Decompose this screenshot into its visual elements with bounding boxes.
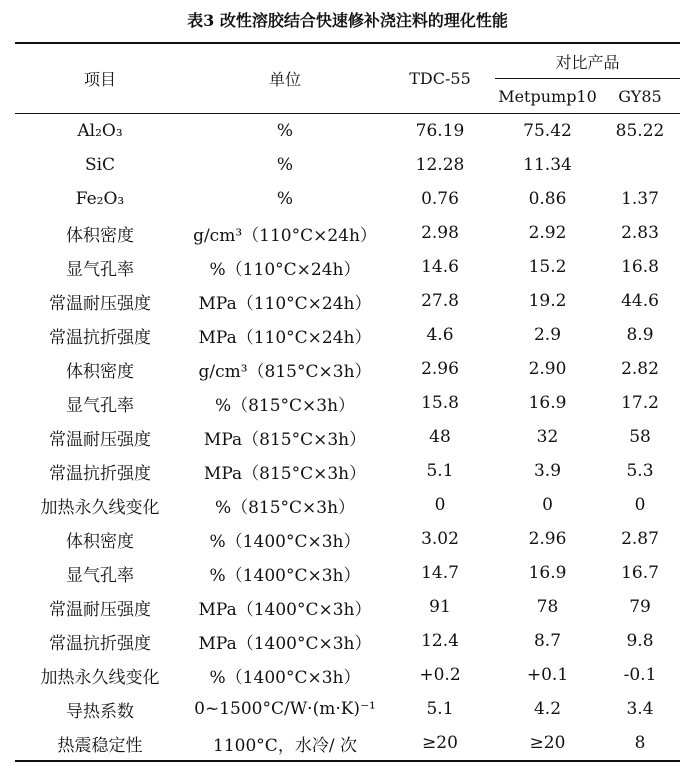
cell-item: 常温耐压强度 [49,293,151,314]
cell-metpump: 16.9 [528,563,567,583]
cell-unit: 1100°C，水冷/ 次 [185,726,385,761]
table-row [15,624,680,658]
cell-tdc: 76.19 [415,121,465,141]
cell-gy: 44.6 [621,291,659,311]
cell-tdc: 2.96 [421,359,459,379]
cell-metpump: 11.34 [523,155,572,175]
cell-unit: % [276,121,294,141]
table-row [15,658,680,692]
cell-metpump: 32 [536,427,559,447]
cell-gy: 3.4 [626,699,654,719]
table-row [15,352,680,386]
cell-metpump: 2.9 [533,325,562,345]
cell-unit: %（1400°C×3h） [209,531,361,552]
table-row [15,726,680,761]
header-row-1 [15,43,680,79]
cell-metpump: ≥20 [495,726,600,761]
table-row [15,284,680,318]
cell-tdc: 14.7 [421,563,459,583]
properties-table [15,42,680,762]
cell-gy: 9.8 [626,631,654,651]
cell-tdc: ≥20 [385,726,495,761]
cell-unit: g/cm³（815°C×3h） [198,361,372,382]
cell-metpump: 78 [536,597,559,617]
cell-item: 导热系数 [66,701,134,722]
cell-tdc: 5.1 [426,699,454,719]
cell-unit: %（110°C×24h） [209,259,361,280]
cell-metpump: 3.9 [533,461,562,481]
cell-gy: 1.37 [621,189,659,209]
table-row [15,148,680,182]
table-row [15,318,680,352]
table-row [15,522,680,556]
cell-tdc: 0.76 [421,189,459,209]
table-row [15,488,680,522]
cell-tdc: 12.4 [421,631,459,651]
cell-metpump: 0 [542,495,553,515]
cell-metpump: 4.2 [533,699,562,719]
cell-unit: MPa（110°C×24h） [198,293,372,314]
cell-tdc: 15.8 [421,393,459,413]
cell-unit: 0~1500°C/W·(m·K)⁻¹ [194,699,376,719]
table-row [15,114,680,149]
table-row [15,386,680,420]
cell-item: SiC [84,155,116,175]
cell-unit: MPa（110°C×24h） [198,327,372,348]
table-row [15,250,680,284]
cell-metpump: 0.86 [528,189,567,209]
cell-gy: 5.3 [626,461,654,481]
cell-unit: MPa（1400°C×3h） [198,599,372,620]
cell-tdc: 2.98 [421,223,459,243]
cell-gy: -0.1 [623,665,657,685]
cell-unit: % [276,189,294,209]
cell-metpump: 19.2 [528,291,567,311]
cell-unit: % [276,155,294,175]
cell-tdc: 91 [429,597,451,617]
header-tdc: TDC-55 [385,43,495,114]
cell-tdc: +0.2 [419,665,461,685]
table-row [15,590,680,624]
cell-tdc: 0 [434,495,446,515]
cell-item: 常温抗折强度 [49,327,151,348]
cell-unit: %（1400°C×3h） [209,667,361,688]
cell-gy: 0 [634,495,646,515]
cell-metpump: 2.90 [528,359,567,379]
cell-tdc: 12.28 [415,155,465,175]
cell-tdc: 3.02 [421,529,459,549]
table-row [15,182,680,216]
cell-tdc: 4.6 [426,325,454,345]
cell-item: 常温抗折强度 [49,463,151,484]
cell-item: 体积密度 [66,531,134,552]
cell-metpump: 2.96 [528,529,567,549]
cell-item: 常温耐压强度 [49,429,151,450]
cell-unit: %（815°C×3h） [214,497,356,518]
cell-unit: %（1400°C×3h） [209,565,361,586]
cell-metpump: 2.92 [528,223,567,243]
cell-metpump: 16.9 [528,393,567,413]
cell-unit: MPa（1400°C×3h） [198,633,372,654]
cell-item: Fe₂O₃ [75,189,125,209]
cell-tdc: 48 [429,427,451,447]
table-caption: 表3 改性溶胶结合快速修补浇注料的理化性能 [187,11,508,30]
cell-item: Al₂O₃ [77,121,123,141]
cell-metpump: 75.42 [523,121,572,141]
cell-gy: 17.2 [621,393,659,413]
header-metpump: Metpump10 [495,79,600,114]
cell-gy: 8 [600,726,680,761]
table-row [15,454,680,488]
cell-metpump: 8.7 [533,631,562,651]
cell-item: 体积密度 [66,225,134,246]
cell-gy: 79 [629,597,651,617]
cell-item: 常温耐压强度 [49,599,151,620]
header-gy: GY85 [600,79,680,114]
cell-item: 显气孔率 [66,259,134,280]
table-row [15,420,680,454]
cell-gy: 2.83 [621,223,659,243]
cell-item: 体积密度 [66,361,134,382]
cell-metpump: +0.1 [526,665,569,685]
cell-item: 加热永久线变化 [40,667,160,688]
header-unit: 单位 [185,43,385,114]
cell-tdc: 27.8 [421,291,459,311]
cell-item: 热震稳定性 [15,726,185,761]
cell-gy: 85.22 [615,121,665,141]
header-item: 项目 [15,43,185,114]
cell-gy: 58 [629,427,651,447]
cell-gy: 16.7 [621,563,659,583]
cell-tdc: 5.1 [426,461,454,481]
cell-metpump: 15.2 [528,257,567,277]
cell-unit: MPa（815°C×3h） [203,429,367,450]
cell-item: 常温抗折强度 [49,633,151,654]
cell-gy: 2.87 [621,529,659,549]
cell-gy: 2.82 [621,359,659,379]
header-compare: 对比产品 [495,43,680,79]
cell-item: 加热永久线变化 [40,497,160,518]
table-body [15,114,680,762]
cell-unit: %（815°C×3h） [214,395,356,416]
cell-unit: MPa（815°C×3h） [203,463,367,484]
table-row [15,556,680,590]
cell-gy [600,148,680,182]
cell-unit: g/cm³（110°C×24h） [193,225,377,246]
cell-tdc: 14.6 [421,257,459,277]
cell-gy: 16.8 [621,257,659,277]
cell-gy: 8.9 [626,325,654,345]
cell-item: 显气孔率 [66,565,134,586]
table-row [15,216,680,250]
cell-item: 显气孔率 [66,395,134,416]
table-row [15,692,680,726]
